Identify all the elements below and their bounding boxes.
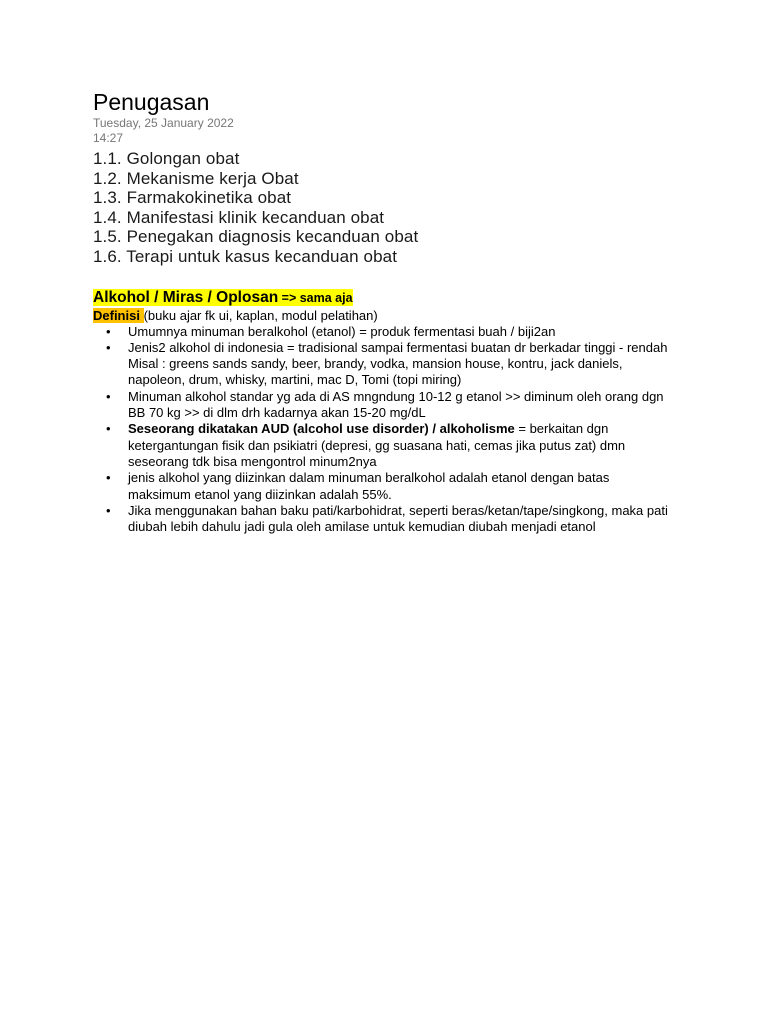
- list-item-text: Misal : greens sands sandy, beer, brandy, vodka, mansion house, kontru, jack daniels,: [128, 356, 623, 372]
- list-item: [106, 502, 693, 536]
- list-item: [106, 339, 693, 389]
- definition-line: [93, 308, 693, 324]
- outline-item: 1.2. Mekanisme kerja Obat: [93, 168, 299, 188]
- bullet-list: [93, 324, 693, 536]
- list-item-text: napoleon, drum, whisky, martini, mac D, Tomi (topi miring): [128, 372, 462, 388]
- outline-item: 1.6. Terapi untuk kasus kecanduan obat: [93, 246, 398, 266]
- bullet-icon: •: [106, 339, 111, 355]
- outline-item: 1.3. Farmakokinetika obat: [93, 188, 292, 208]
- section-heading: [93, 288, 693, 308]
- outline-item: 1.4. Manifestasi klinik kecanduan obat: [93, 207, 385, 227]
- section-heading-title: Alkohol / Miras / Oplosan: [93, 288, 279, 306]
- page-title[interactable]: Penugasan: [93, 89, 210, 115]
- list-item: [106, 470, 693, 503]
- list-item: [106, 323, 693, 340]
- list-item-text: ketergantungan fisik dan psikiatri (depresi, gg suasana hati, cemas jika putus zat) dmn: [128, 437, 626, 453]
- list-item-text: BB 70 kg >> di dlm drh kadarnya akan 15-20 mg/dL: [128, 405, 426, 421]
- list-item-text: Minuman alkohol standar yg ada di AS mngndung 10-12 g etanol >> diminum oleh orang dgn: [128, 388, 664, 404]
- note-date: Tuesday, 25 January 2022: [93, 116, 234, 130]
- list-item: [106, 388, 693, 422]
- list-item-bold-text: Seseorang dikatakan AUD (alcohol use disorder) / alkoholisme: [128, 421, 515, 437]
- list-item: [106, 421, 693, 470]
- definition-source: (buku ajar fk ui, kaplan, modul pelatihan): [143, 307, 378, 323]
- outline-item: 1.1. Golongan obat: [93, 149, 240, 168]
- section-heading-suffix: => sama aja: [278, 290, 353, 305]
- note-page: [93, 88, 693, 535]
- definition-label: Definisi: [93, 307, 144, 323]
- bullet-icon: •: [106, 421, 111, 437]
- list-item-text: diubah lebih dahulu jadi gula oleh amilase untuk kemudian diubah menjadi etanol: [128, 519, 596, 535]
- bullet-icon: •: [106, 323, 111, 339]
- note-time: 14:27: [93, 131, 124, 145]
- bullet-icon: •: [106, 502, 111, 518]
- list-item-text: jenis alkohol yang diizinkan dalam minuman beralkohol adalah etanol dengan batas: [128, 470, 610, 486]
- outline-list: [93, 149, 693, 267]
- list-item-text: Jenis2 alkohol di indonesia = tradisional sampai fermentasi buatan dr berkadar tinggi - rendah: [128, 339, 668, 355]
- list-item-text: Jika menggunakan bahan baku pati/karbohidrat, seperti beras/ketan/tape/singkong, maka pati: [128, 502, 668, 518]
- list-item-text: = berkaitan dgn: [514, 421, 609, 437]
- bullet-icon: •: [106, 388, 111, 404]
- list-item-text: seseorang tdk bisa mengontrol minum2nya: [128, 453, 377, 469]
- outline-item: 1.5. Penegakan diagnosis kecanduan obat: [93, 227, 419, 247]
- list-item-text: Umumnya minuman beralkohol (etanol) = produk fermentasi buah / biji2an: [128, 323, 556, 339]
- bullet-icon: •: [106, 470, 111, 486]
- list-item-text: maksimum etanol yang diizinkan adalah 55%.: [128, 486, 392, 502]
